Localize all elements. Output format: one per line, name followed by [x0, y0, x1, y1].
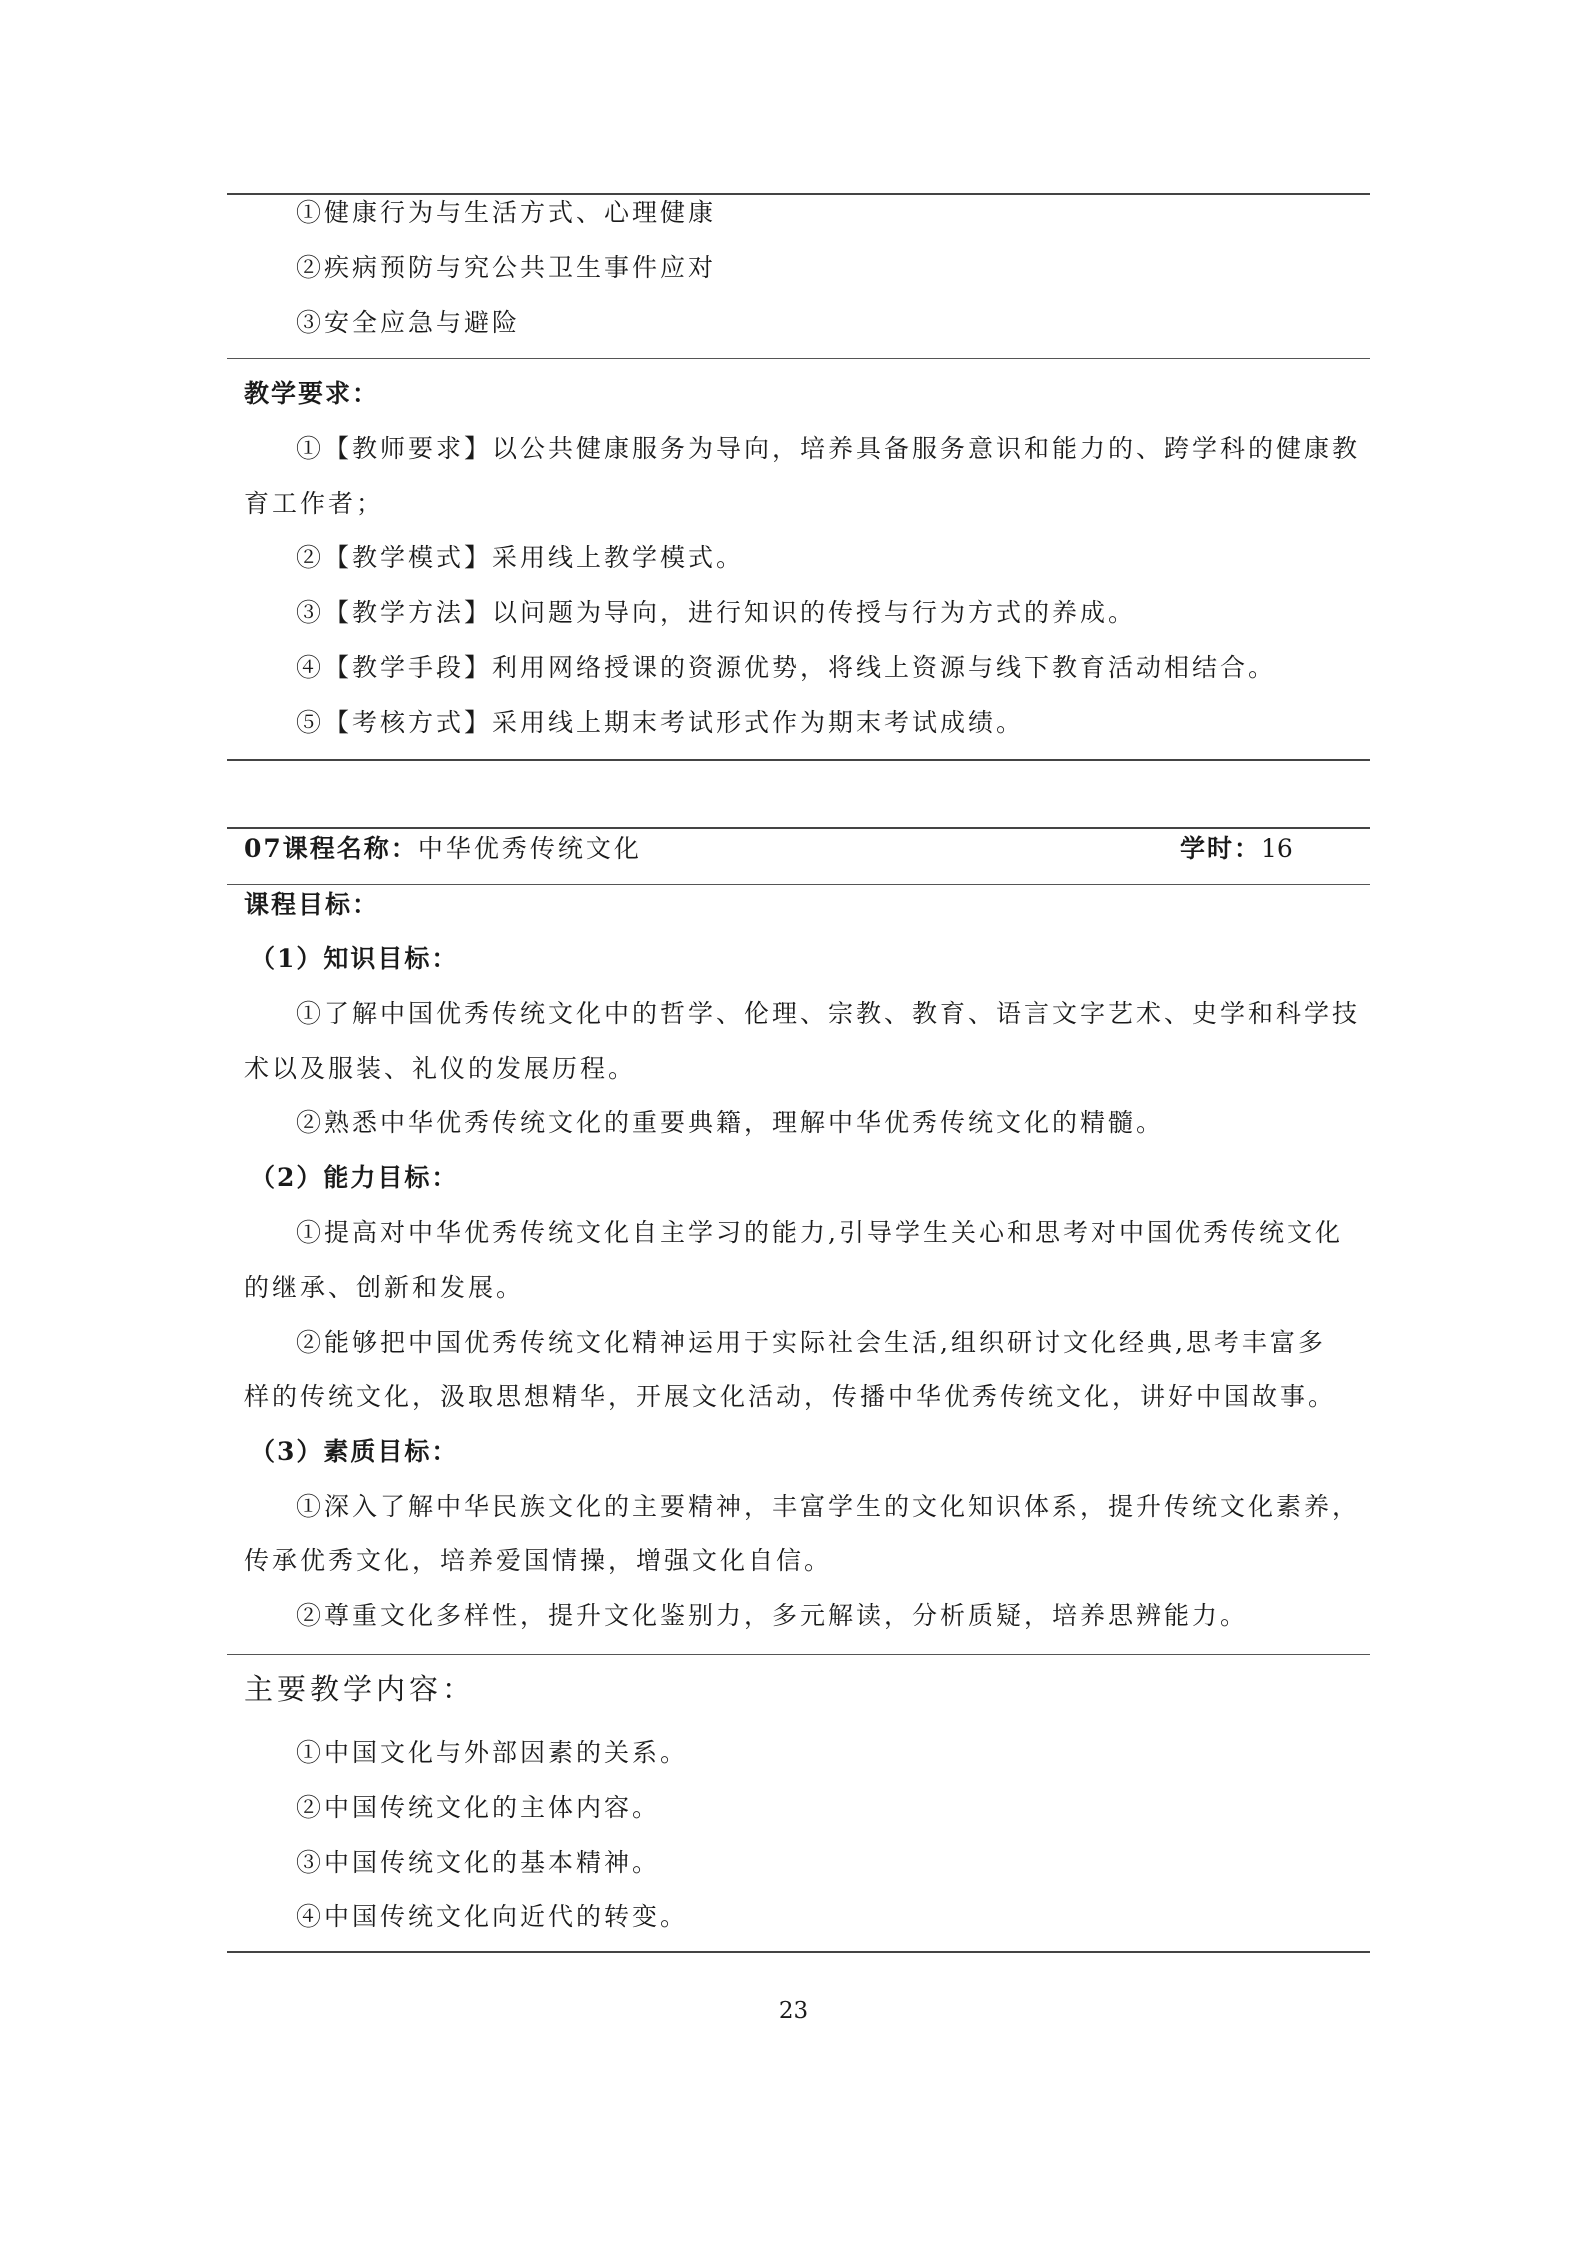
- teaching-requirements-label: 教学要求：: [244, 379, 380, 408]
- ability-goal-1-cont: 的继承、创新和发展。: [244, 1273, 525, 1302]
- goals-label: 课程目标：: [244, 890, 380, 919]
- quality-goal-label: （3）素质目标：: [250, 1437, 459, 1466]
- content-item: ①健康行为与生活方式、心理健康: [296, 198, 717, 227]
- requirement-mode: ②【教学模式】采用线上教学模式。: [296, 543, 745, 572]
- course-name-label: 课程名称：: [282, 834, 418, 863]
- ability-goal-2: ②能够把中国优秀传统文化精神运用于实际社会生活,组织研讨文化经典,思考丰富多: [296, 1328, 1326, 1357]
- divider: [227, 884, 1370, 885]
- divider: [227, 1654, 1370, 1655]
- course-top-rule: [227, 827, 1370, 829]
- content-item: ②中国传统文化的主体内容。: [296, 1793, 661, 1822]
- content-item: ②疾病预防与究公共卫生事件应对: [296, 253, 717, 282]
- content-item: ③中国传统文化的基本精神。: [296, 1848, 661, 1877]
- requirement-method: ③【教学方法】以问题为导向，进行知识的传授与行为方式的养成。: [296, 598, 1137, 627]
- course-header: [244, 832, 642, 866]
- course-hours-label: 学时：: [1180, 834, 1262, 863]
- knowledge-goal-2: ②熟悉中华优秀传统文化的重要典籍，理解中华优秀传统文化的精髓。: [296, 1108, 1165, 1137]
- content-item: ①中国文化与外部因素的关系。: [296, 1738, 689, 1767]
- content-label: 主要教学内容：: [244, 1672, 476, 1706]
- section-end-rule: [227, 759, 1370, 761]
- knowledge-goal-label: （1）知识目标：: [250, 944, 459, 973]
- page-number: 23: [778, 1998, 809, 2024]
- ability-goal-label: （2）能力目标：: [250, 1163, 459, 1192]
- quality-goal-2: ②尊重文化多样性，提升文化鉴别力，多元解读，分析质疑，培养思辨能力。: [296, 1601, 1249, 1630]
- course-number: 07: [244, 834, 283, 863]
- ability-goal-1: ①提高对中华优秀传统文化自主学习的能力,引导学生关心和思考对中国优秀传统文化: [296, 1218, 1343, 1247]
- course-hours-value: 16: [1261, 834, 1293, 863]
- requirement-assessment: ⑤【考核方式】采用线上期末考试形式作为期末考试成绩。: [296, 708, 1025, 737]
- requirement-teacher-cont: 育工作者；: [244, 489, 385, 518]
- bottom-rule: [227, 1951, 1370, 1953]
- knowledge-goal-1: ①了解中国优秀传统文化中的哲学、伦理、宗教、教育、语言文字艺术、史学和科学技: [296, 999, 1361, 1028]
- content-item: ④中国传统文化向近代的转变。: [296, 1902, 689, 1931]
- requirement-means: ④【教学手段】利用网络授课的资源优势，将线上资源与线下教育活动相结合。: [296, 653, 1277, 682]
- course-hours: [1180, 832, 1293, 866]
- course-name: 中华优秀传统文化: [417, 834, 642, 863]
- content-item: ③安全应急与避险: [296, 308, 521, 337]
- ability-goal-2-cont: 样的传统文化，汲取思想精华，开展文化活动，传播中华优秀传统文化，讲好中国故事。: [244, 1382, 1337, 1411]
- requirement-teacher: ①【教师要求】以公共健康服务为导向，培养具备服务意识和能力的、跨学科的健康教: [296, 434, 1361, 463]
- divider: [227, 358, 1370, 359]
- quality-goal-1: ①深入了解中华民族文化的主要精神，丰富学生的文化知识体系，提升传统文化素养，: [296, 1492, 1361, 1521]
- top-rule: [227, 193, 1370, 195]
- knowledge-goal-1-cont: 术以及服装、礼仪的发展历程。: [244, 1054, 637, 1083]
- quality-goal-1-cont: 传承优秀文化，培养爱国情操，增强文化自信。: [244, 1546, 833, 1575]
